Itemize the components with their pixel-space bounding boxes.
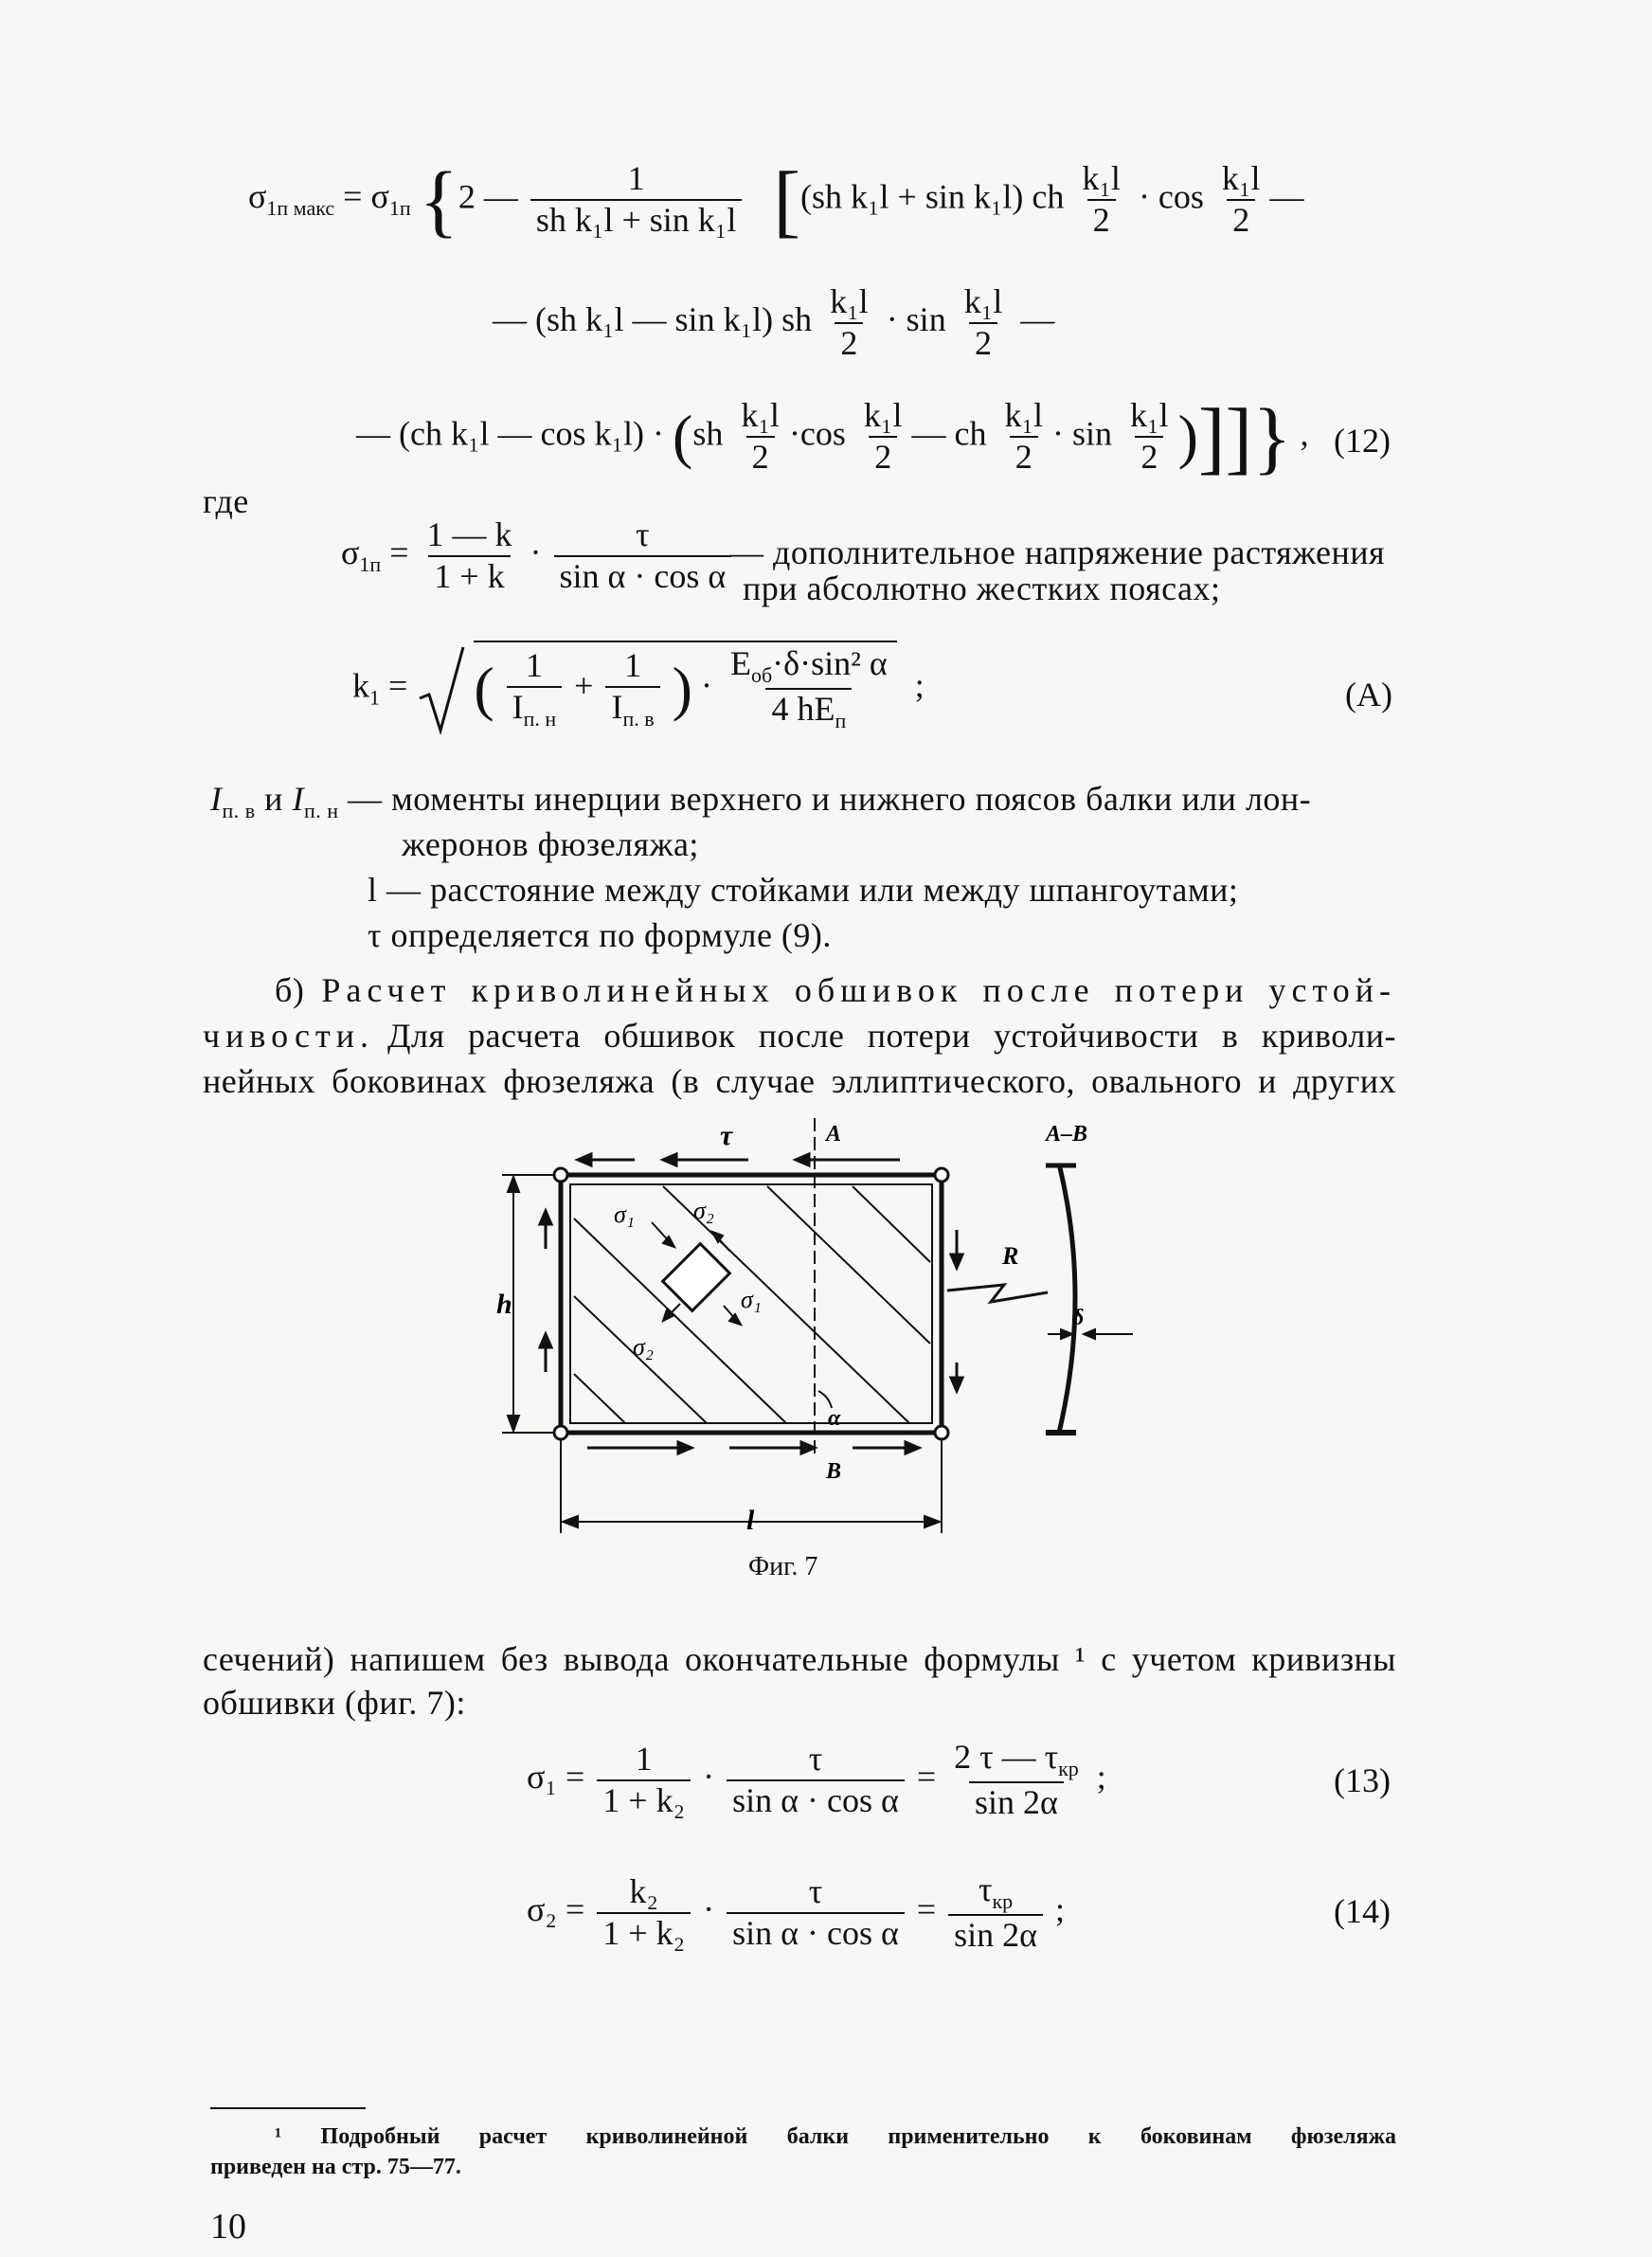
paragraph-c-line-2: обшивки (фиг. 7):: [203, 1684, 466, 1722]
sigma-1-label-right: σ₁: [741, 1286, 762, 1313]
open-bracket: [: [773, 154, 800, 245]
equation-number-A: (A): [1345, 676, 1392, 713]
figure-caption: Фиг. 7: [748, 1552, 818, 1581]
eq12-fraction-main: $\frac{1}{\text{sh k₁l + sin k₁l}}$: [530, 161, 742, 239]
corner-joint: [554, 1426, 567, 1439]
delta-dimension: [1048, 1329, 1133, 1339]
sigma-2-label-bottom: σ₂: [633, 1333, 654, 1361]
l-label: l: [746, 1505, 755, 1536]
section-label-B: B: [826, 1459, 842, 1484]
paragraph-c-line-1: сечений) напишем без вывода окончательные формулы ¹ с учетом кривизны: [203, 1640, 1396, 1678]
where-label: где: [203, 482, 249, 520]
page-number: 10: [210, 2207, 246, 2247]
k1-formula: $k_1$ = ( $\frac{1}{I_{п. н}}$ + $\frac{1}{I_{п. в}}$ ) · $\frac{E_{об}\cdot\delta\cdot\sin^2 \alpha}{4 hE_п}$ ;: [352, 641, 925, 734]
corner-joint: [554, 1168, 567, 1182]
equation-14: σ₂ = $\frac{\text{k₂}}{\text{1 + k₂}}$ · $\frac{\tau}{\text{sin α · cos α}}$ = $\frac{\tau_{кр}}{\sin 2\alpha}$ ;: [527, 1870, 1066, 1955]
section-AB-label: A–B: [1046, 1122, 1088, 1147]
footnote-line-2: приведен на стр. 75—77.: [210, 2155, 461, 2179]
definition-moments-cont: жеронов фюзеляжа;: [402, 825, 699, 863]
paragraph-b-line-3: нейных боковинах фюзеляжа (в случае эллиптического, овального и других: [203, 1062, 1396, 1100]
sigma-2-label-top: σ₂: [693, 1197, 714, 1224]
paragraph-b-line-2: чивости. Для расчета обшивок после потери устойчивости в криволи-: [203, 1017, 1396, 1055]
equation-number-12: (12): [1334, 422, 1391, 460]
definition-l: l — расстояние между стойками или между шпангоутами;: [368, 871, 1239, 909]
R-label: R: [1002, 1242, 1019, 1270]
equation-12-line-1: $\sigma_{1п макс} = \sigma_{1п}$ {2 — $\frac{1}{\text{sh k₁l + sin k₁l}}$ [(sh k₁l + sin k₁l) ch $\frac{\text{k₁l}}{2}$ · cos $\frac{\text{k₁l}}{2}$ —: [248, 154, 1304, 245]
eq12-lhs: $\sigma_{1п макс} = \sigma_{1п}$: [248, 177, 411, 221]
curved-skin: [1059, 1164, 1075, 1433]
sigma-1n-description-2: при абсолютно жестких поясах;: [743, 569, 1221, 607]
sigma-1-label-top: σ₁: [614, 1201, 635, 1228]
equation-number-14: (14): [1334, 1892, 1391, 1930]
stress-element: [663, 1244, 730, 1311]
corner-joint: [935, 1168, 948, 1182]
equation-12-line-3: — (ch k₁l — cos k₁l) · (sh $\frac{\text{k₁l}}{2}$ ·cos $\frac{\text{k₁l}}{2}$ — ch $\frac{\text{k₁l}}{2}$ · sin $\frac{\text{k₁l}}{2}$ )]]} ,: [356, 391, 1309, 482]
equation-13: σ₁ = $\frac{1}{\text{1 + k₂}}$ · $\frac{\tau}{\text{sin α · cos α}}$ = $\frac{2 \tau — \tau_{кр}}{\sin 2\alpha}$ ;: [527, 1738, 1106, 1822]
sqrt-sign: [416, 643, 465, 734]
sigma-1n-formula: $\sigma_{1п}$ = $\frac{1 — k}{1 + k}$ · $\frac{\tau}{\text{sin α · cos α}}$: [341, 517, 735, 595]
tau-label: τ: [720, 1120, 733, 1151]
h-label: h: [496, 1289, 512, 1320]
definition-moments: $I_{п. в}$ и $I_{п. н}$ — моменты инерции верхнего и нижнего поясов балки или лон-: [210, 780, 1312, 822]
alpha-label: α: [828, 1406, 841, 1431]
footnote-rule: [210, 2107, 366, 2109]
R-leader: [947, 1285, 1048, 1302]
sigma-1n-description-1: — дополнительное напряжение растяжения: [729, 533, 1386, 571]
equation-12-line-2: — (sh k₁l — sin k₁l) sh $\frac{\text{k₁l}}{2}$ · sin $\frac{\text{k₁l}}{2}$ —: [493, 282, 1055, 362]
footnote-line-1: ¹ Подробный расчет криволинейной балки применительно к боковинам фюзеляжа: [275, 2124, 1396, 2149]
definition-tau: τ определяется по формуле (9).: [368, 916, 832, 954]
figure-7-diagram: [493, 1107, 1156, 1562]
open-brace: {: [419, 154, 458, 245]
section-label-A: A: [826, 1122, 842, 1147]
corner-joint: [935, 1426, 948, 1439]
equation-number-13: (13): [1334, 1761, 1391, 1799]
paragraph-b-line-1: б) Расчет криволинейных обшивок после потери устой-: [275, 971, 1396, 1009]
delta-label: δ: [1072, 1306, 1085, 1330]
